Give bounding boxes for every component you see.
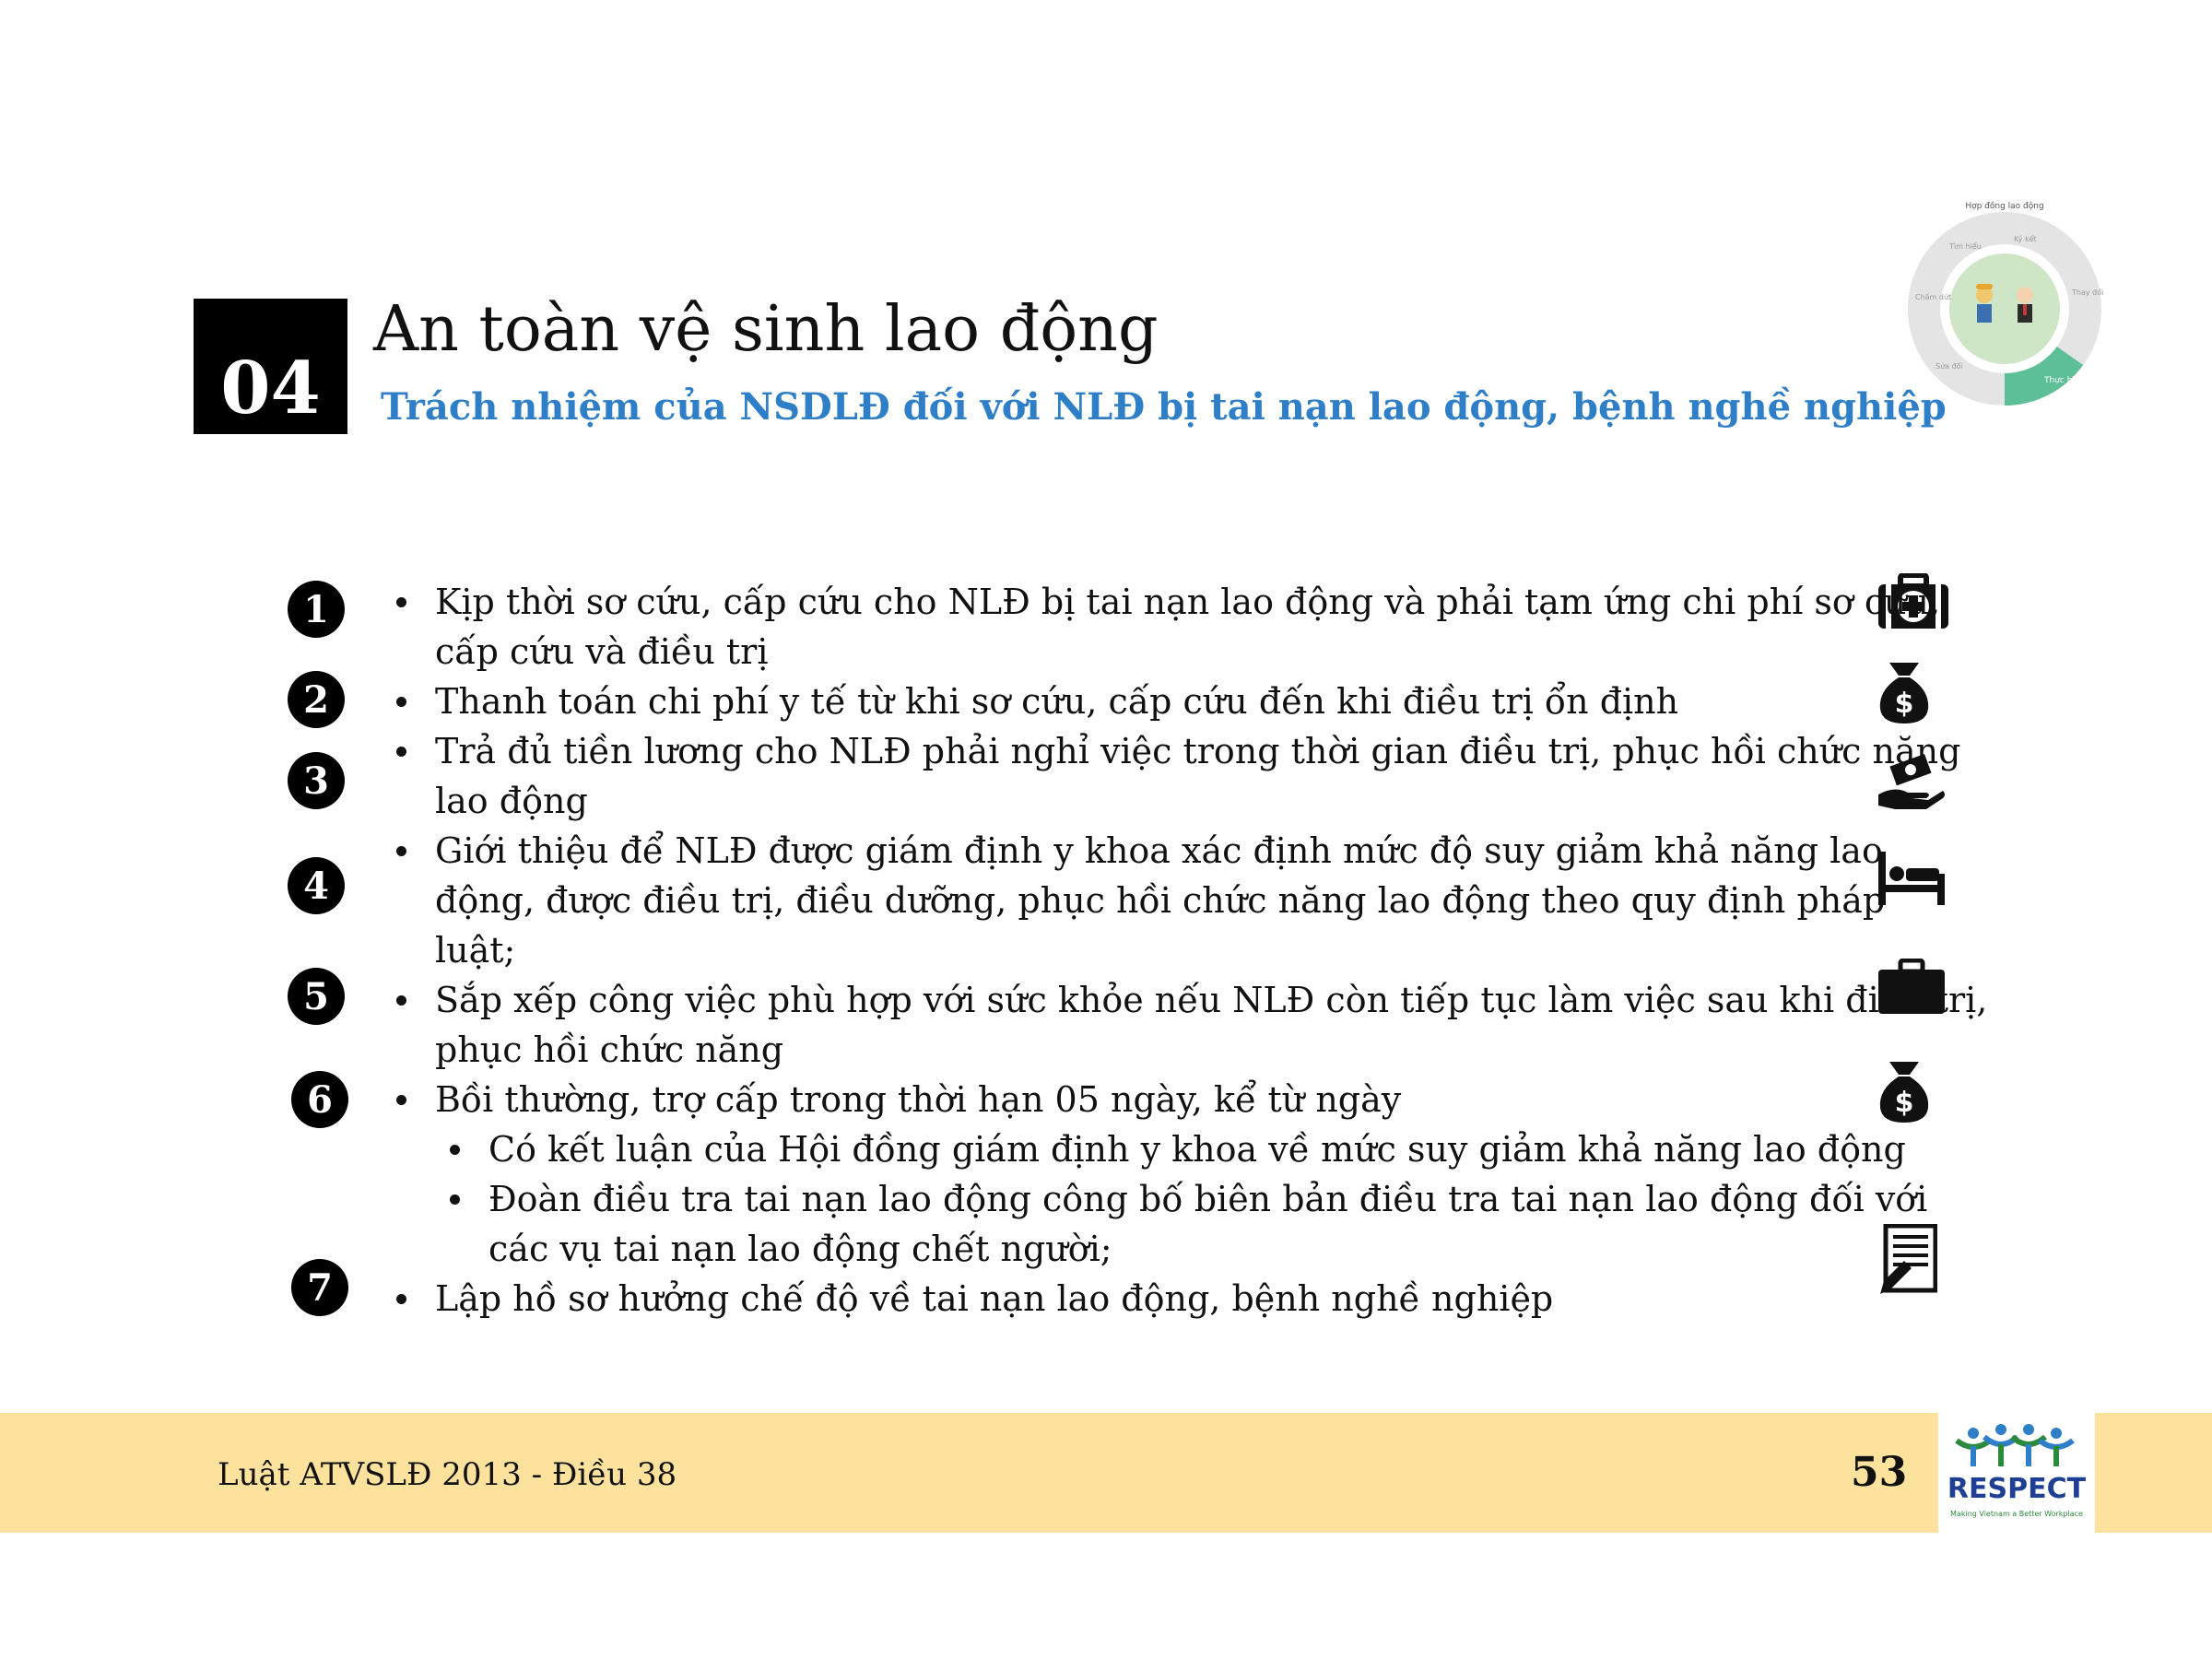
svg-text:$: $ — [1894, 688, 1914, 720]
bullet-dot — [396, 697, 406, 707]
page-title: An toàn vệ sinh lao động — [373, 293, 1159, 366]
wheel-segment-label: Ký kết — [2014, 235, 2037, 243]
bullet-dot — [450, 1145, 460, 1155]
bullet-dot — [396, 995, 406, 1006]
bullet-dot — [396, 597, 406, 607]
list-item-text: Giới thiệu để NLĐ được giám định y khoa xác định mức độ suy giảm khả năng lao — [435, 830, 1883, 871]
item-number-badge: 5 — [288, 968, 345, 1025]
bullet-dot — [450, 1194, 460, 1205]
wheel-segment-label: Thay đổi — [2072, 288, 2104, 297]
bullet-dot — [396, 1294, 406, 1304]
hospital-bed-icon — [1877, 850, 1947, 911]
list-item-text: Kịp thời sơ cứu, cấp cứu cho NLĐ bị tai nạn lao động và phải tạm ứng chi phí sơ cứu, — [435, 582, 1941, 622]
list-item-text: cấp cứu và điều trị — [435, 631, 769, 672]
footer-source: Luật ATVSLĐ 2013 - Điều 38 — [218, 1456, 677, 1493]
money-bag-icon — [1877, 659, 1932, 729]
item-number-badge: 3 — [288, 752, 345, 809]
wheel-segment-label: Chấm dứt — [1915, 293, 1952, 301]
people-logo-icon — [1938, 1413, 2095, 1477]
document-sign-icon — [1877, 1224, 1937, 1301]
list-item-text: lao động — [435, 781, 588, 821]
bullet-dot — [396, 846, 406, 856]
list-item-text: Trả đủ tiền lương cho NLĐ phải nghỉ việc trong thời gian điều trị, phục hồi chức năng — [435, 731, 1961, 771]
page-number: 53 — [1851, 1449, 1908, 1496]
contract-cycle-wheel — [1899, 194, 2111, 415]
list-item-text: Sắp xếp công việc phù hợp với sức khỏe nếu NLĐ còn tiếp tục làm việc sau khi điều trị, — [435, 980, 1988, 1020]
item-number-badge: 4 — [288, 857, 345, 914]
item-number-badge: 6 — [291, 1071, 348, 1128]
logo-wordmark: RESPECT — [1947, 1473, 2087, 1505]
list-item-text: Bồi thường, trợ cấp trong thời hạn 05 ngày, kể từ ngày — [435, 1079, 1402, 1120]
list-item-text: Lập hồ sơ hưởng chế độ về tai nạn lao động, bệnh nghề nghiệp — [435, 1278, 1554, 1319]
wheel-top-label: Hợp đồng lao động — [1965, 202, 2044, 211]
logo-tagline: Making Vietnam a Better Workplace — [1950, 1510, 2083, 1518]
item-number-badge: 1 — [288, 581, 345, 638]
wheel-segment-label: Sửa đổi — [1936, 362, 1963, 371]
bullet-dot — [396, 1095, 406, 1105]
section-number: 04 — [220, 347, 321, 430]
list-item-text: phục hồi chức năng — [435, 1030, 784, 1070]
list-item-text: Có kết luận của Hội đồng giám định y khoa về mức suy giảm khả năng lao động — [488, 1129, 1906, 1170]
wheel-active-label: Thực hiện — [2044, 376, 2086, 385]
list-item-text: động, được điều trị, điều dưỡng, phục hồi chức năng lao động theo quy định pháp — [435, 880, 1886, 921]
list-item-text: luật; — [435, 930, 516, 971]
svg-text:$: $ — [1894, 1087, 1914, 1119]
section-number-box — [194, 299, 347, 434]
money-bag-icon — [1877, 1058, 1932, 1128]
wheel-segment-label: Tìm hiểu — [1949, 242, 1982, 251]
item-number-badge: 2 — [288, 671, 345, 728]
page-subtitle: Trách nhiệm của NSDLĐ đối với NLĐ bị tai nạn lao động, bệnh nghề nghiệp — [381, 385, 1947, 429]
list-item-text: các vụ tai nạn lao động chết người; — [488, 1229, 1112, 1269]
bullet-dot — [396, 747, 406, 757]
employer-figure-icon — [2017, 287, 2033, 323]
list-item-text: Thanh toán chi phí y tế từ khi sơ cứu, cấp cứu đến khi điều trị ổn định — [435, 681, 1679, 722]
list-item-text: Đoàn điều tra tai nạn lao động công bố biên bản điều tra tai nạn lao động đối với — [488, 1179, 1928, 1219]
item-number-badge: 7 — [291, 1259, 348, 1316]
